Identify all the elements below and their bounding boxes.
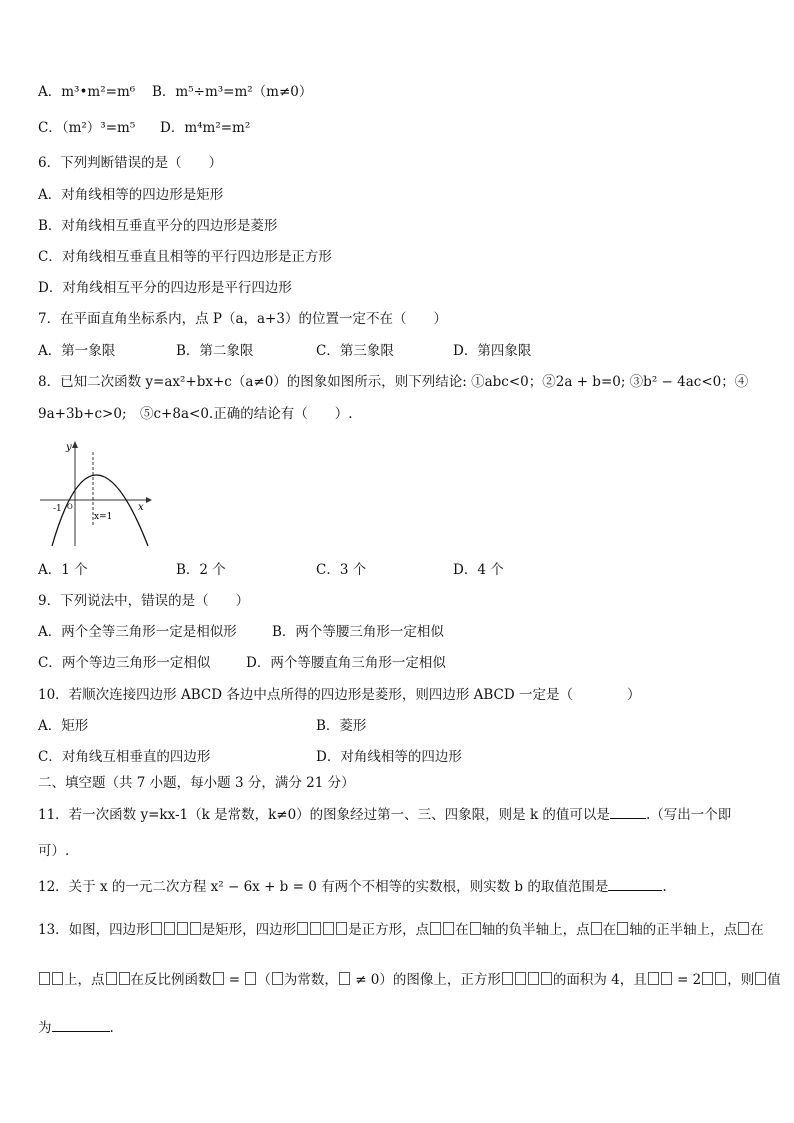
q13-text: 在反比例函数 xyxy=(130,972,212,988)
q13-line2: 上，点 在反比例函数 = （ 为常数， ≠ 0）的图像上，正方形 的面积为 4，且 = 2 ，则 值 xyxy=(38,970,781,990)
q13-text: 在 xyxy=(750,922,764,938)
q13-text: （ xyxy=(257,972,271,988)
missing-glyph-icon xyxy=(661,972,672,985)
missing-glyph-icon xyxy=(591,922,602,935)
q13-text: 上，点 xyxy=(64,972,105,988)
q5-option-d: D．m⁴m²=m² xyxy=(160,120,251,136)
q6-option-c: C．对角线相互垂直且相等的平行四边形是正方形 xyxy=(38,249,332,265)
q11-stem-line2: 可）. xyxy=(38,843,70,859)
missing-glyph-icon xyxy=(430,922,441,935)
q13-line1 xyxy=(38,920,764,940)
missing-glyph-icon xyxy=(515,972,526,985)
q9-option-b: B．两个等腰三角形一定相似 xyxy=(272,624,444,640)
q5-option-c: C．（m²）³=m⁵ xyxy=(38,120,136,136)
q6-option-a: A．对角线相等的四边形是矩形 xyxy=(38,187,224,203)
q13-text: 为常数， xyxy=(283,972,338,988)
q9-option-a: A．两个全等三角形一定是相似形 xyxy=(38,624,237,640)
q5-option-b: B．m⁵÷m³=m²（m≠0） xyxy=(152,84,313,100)
graph-origin-label: O xyxy=(67,503,73,511)
q11-answer-blank[interactable] xyxy=(610,804,646,819)
missing-glyph-icon xyxy=(617,922,628,935)
q8-option-c: C．3 个 xyxy=(316,562,367,578)
q13-answer-blank[interactable] xyxy=(52,1017,110,1032)
q10-stem: 10．若顺次连接四边形 ABCD 各边中点所得的四边形是菱形，则四边形 ABCD 一定是（ ） xyxy=(38,687,641,703)
q9-option-d: D．两个等腰直角三角形一定相似 xyxy=(246,655,446,671)
missing-glyph-icon xyxy=(39,972,50,985)
graph-y-label: y xyxy=(66,442,72,453)
missing-glyph-icon xyxy=(715,972,726,985)
graph-axis-of-symmetry-label: x=1 xyxy=(94,512,113,522)
missing-glyph-icon xyxy=(310,922,321,935)
missing-glyph-icon xyxy=(106,972,117,985)
q13-text: . xyxy=(109,1020,114,1036)
q13-text: 在 xyxy=(455,922,469,938)
missing-glyph-icon xyxy=(297,922,308,935)
graph-y-arrow xyxy=(72,441,78,448)
graph-neg-one-label: -1 xyxy=(53,504,62,514)
q10-option-b: B．菱形 xyxy=(316,718,367,734)
missing-glyph-icon xyxy=(323,922,334,935)
q8-option-d: D．4 个 xyxy=(453,562,504,578)
missing-glyph-icon xyxy=(52,972,63,985)
missing-glyph-icon xyxy=(502,972,513,985)
q8-stem-line1: 8．已知二次函数 y=ax²+bx+c（a≠0）的图象如图所示，则下列结论: ①abc<0；②2a + b=0; ③b² − 4ac<0；④ xyxy=(38,374,749,390)
q11-stem-line1 xyxy=(38,804,731,825)
missing-glyph-icon xyxy=(702,972,713,985)
q13-text: 是矩形，四边形 xyxy=(201,922,297,938)
q13-text: 为 xyxy=(38,1020,52,1036)
q11-stem-text: 11．若一次函数 y=kx-1（k 是常数，k≠0）的图象经过第一、三、四象限，则是 k 的值可以是 xyxy=(38,807,610,823)
q5-option-a: A．m³•m²=m⁶ xyxy=(38,84,136,100)
missing-glyph-icon xyxy=(443,922,454,935)
missing-glyph-icon xyxy=(272,972,283,985)
q8-stem-line2: 9a+3b+c>0; ⑤c+8a<0.正确的结论有（ ）. xyxy=(38,406,353,422)
q8-option-b: B．2 个 xyxy=(176,562,226,578)
q13-text: 是正方形，点 xyxy=(348,922,430,938)
q7-stem: 7．在平面直角坐标系内，点 P（a，a+3）的位置一定不在（ ） xyxy=(38,311,447,327)
q7-option-a: A．第一象限 xyxy=(38,343,116,359)
q12-answer-blank[interactable] xyxy=(608,876,662,891)
q13-text: 轴的正半轴上，点 xyxy=(629,922,738,938)
q13-text: 轴的负半轴上，点 xyxy=(481,922,590,938)
q13-line3 xyxy=(38,1017,114,1038)
missing-glyph-icon xyxy=(339,972,350,985)
q9-stem: 9．下列说法中，错误的是（ ） xyxy=(38,593,250,609)
q13-text: 13．如图，四边形 xyxy=(38,922,150,938)
missing-glyph-icon xyxy=(470,922,481,935)
missing-glyph-icon xyxy=(151,922,162,935)
missing-glyph-icon xyxy=(119,972,130,985)
q6-option-b: B．对角线相互垂直平分的四边形是菱形 xyxy=(38,218,278,234)
q8-option-a: A．1 个 xyxy=(38,562,88,578)
q12-stem-text: 12．关于 x 的一元二次方程 x² − 6x + b = 0 有两个不相等的实数根，则实数 b 的取值范围是 xyxy=(38,879,609,895)
section-heading: 二、填空题（共 7 小题，每小题 3 分，满分 21 分） xyxy=(38,775,355,791)
missing-glyph-icon xyxy=(245,972,256,985)
missing-glyph-icon xyxy=(190,922,201,935)
missing-glyph-icon xyxy=(213,972,224,985)
missing-glyph-icon xyxy=(164,922,175,935)
missing-glyph-icon xyxy=(755,972,766,985)
q7-option-c: C．第三象限 xyxy=(316,343,394,359)
missing-glyph-icon xyxy=(648,972,659,985)
q12-stem-tail: . xyxy=(662,879,667,895)
q10-option-c: C．对角线互相垂直的四边形 xyxy=(38,749,211,765)
missing-glyph-icon xyxy=(738,922,749,935)
q13-text: 在 xyxy=(602,922,617,938)
q13-text: 的面积为 4，且 xyxy=(552,972,647,988)
q7-option-b: B．第二象限 xyxy=(176,343,254,359)
missing-glyph-icon xyxy=(336,922,347,935)
q13-text: ，则 xyxy=(727,972,755,988)
missing-glyph-icon xyxy=(177,922,188,935)
q10-option-a: A．矩形 xyxy=(38,718,89,734)
q10-option-d: D．对角线相等的四边形 xyxy=(316,749,462,765)
q6-stem: 6．下列判断错误的是（ ） xyxy=(38,155,223,171)
q6-option-d: D．对角线相互平分的四边形是平行四边形 xyxy=(38,280,292,296)
graph-x-label: x xyxy=(138,502,144,513)
q9-option-c: C．两个等边三角形一定相似 xyxy=(38,655,211,671)
q13-text: ）的图像上，正方形 xyxy=(379,972,501,988)
graph-x-arrow xyxy=(146,497,152,503)
q11-stem-tail: .（写出一个即 xyxy=(645,807,732,823)
missing-glyph-icon xyxy=(528,972,539,985)
q13-text: 值 xyxy=(767,972,781,988)
q12-stem xyxy=(38,876,667,897)
missing-glyph-icon xyxy=(541,972,552,985)
parabola-graph xyxy=(36,438,154,550)
q7-option-d: D．第四象限 xyxy=(453,343,532,359)
